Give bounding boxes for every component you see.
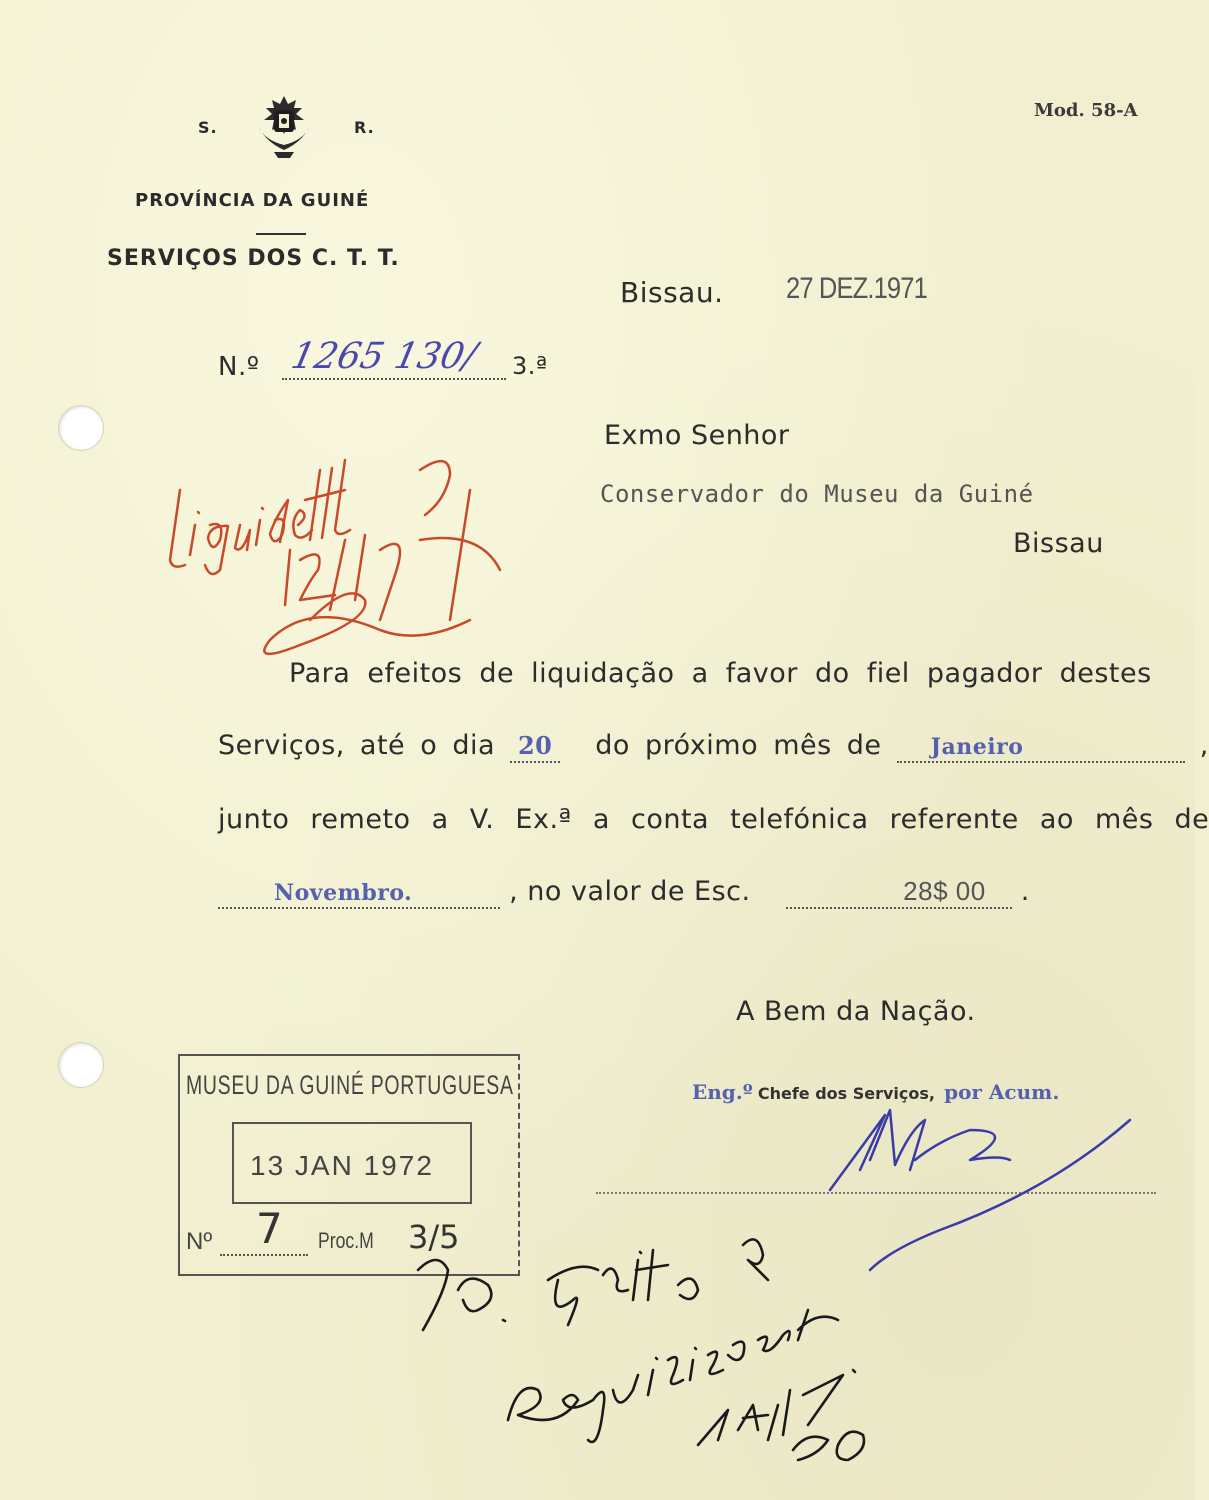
- body-line-1: Para efeitos de liquidação a favor do fiel pagador destes: [289, 658, 1152, 689]
- form-code: Mod. 58-A: [1034, 100, 1138, 121]
- addressee-salutation: [604, 420, 790, 451]
- stamp-proc-value: 3/5: [408, 1218, 460, 1256]
- body-line-2-start: Serviços, até o dia: [218, 730, 496, 761]
- body-line-2: [218, 730, 1209, 763]
- signature-suffix: por Acum.: [944, 1080, 1060, 1104]
- date-stamp: 27 DEZ.1971: [786, 272, 927, 305]
- black-handwritten-note: [398, 1230, 958, 1470]
- reference-handwritten: 1265 130/: [287, 336, 481, 377]
- reference-month-value: Novembro.: [274, 880, 413, 906]
- reference-suffix: 3.ª: [512, 352, 548, 380]
- body-line-2-end: ,: [1199, 730, 1209, 761]
- day-field: [510, 730, 560, 763]
- punch-hole-top: [58, 405, 104, 451]
- salutation-text: Exmo Senhor: [604, 420, 790, 451]
- letterhead-divider: [256, 233, 306, 235]
- reference-dots: [282, 378, 506, 380]
- month-field: [897, 730, 1185, 763]
- signature-prefix: Eng.º: [692, 1080, 753, 1104]
- closing: A Bem da Nação.: [736, 996, 976, 1027]
- stamp-date: 13 JAN 1972: [250, 1150, 434, 1181]
- punch-hole-bottom: [58, 1042, 104, 1088]
- red-handwritten-note: [150, 430, 510, 670]
- amount-field: [786, 876, 1012, 909]
- stamp-proc-label: Proc.M: [318, 1228, 374, 1253]
- day-value: 20: [517, 731, 553, 760]
- month-value: Janeiro: [930, 734, 1024, 760]
- letterhead-province: PROVÍNCIA DA GUINÉ: [135, 190, 370, 211]
- body-line-3: junto remeto a V. Ex.ª a conta telefónica referente ao mês de: [218, 804, 1209, 835]
- letterhead-right-initial: R.: [354, 118, 375, 137]
- body-line-4-end: .: [1020, 876, 1030, 907]
- reference-prefix: N.º: [218, 352, 260, 382]
- addressee-title: Conservador do Museu da Guiné: [600, 480, 1034, 508]
- reference-month-field: [218, 876, 500, 909]
- stamp-no-label: Nº: [186, 1228, 213, 1255]
- body-line-4: [218, 876, 1030, 909]
- stamp-no-value: 7: [256, 1204, 283, 1253]
- amount-value: 28$ 00: [903, 876, 986, 906]
- letterhead-left-initial: S.: [198, 118, 218, 137]
- stamp-header: MUSEU DA GUINÉ PORTUGUESA: [186, 1070, 514, 1100]
- letterhead-service: SERVIÇOS DOS C. T. T.: [107, 246, 400, 271]
- place: Bissau.: [620, 276, 724, 309]
- addressee-city: Bissau: [1013, 528, 1104, 559]
- coat-of-arms-icon: [244, 90, 324, 160]
- stamp-no-dots: [220, 1254, 308, 1256]
- body-line-2-middle: do próximo mês de: [595, 730, 882, 761]
- body-line-4-middle: , no valor de Esc.: [509, 876, 751, 907]
- signature-title: Chefe dos Serviços,: [757, 1084, 935, 1103]
